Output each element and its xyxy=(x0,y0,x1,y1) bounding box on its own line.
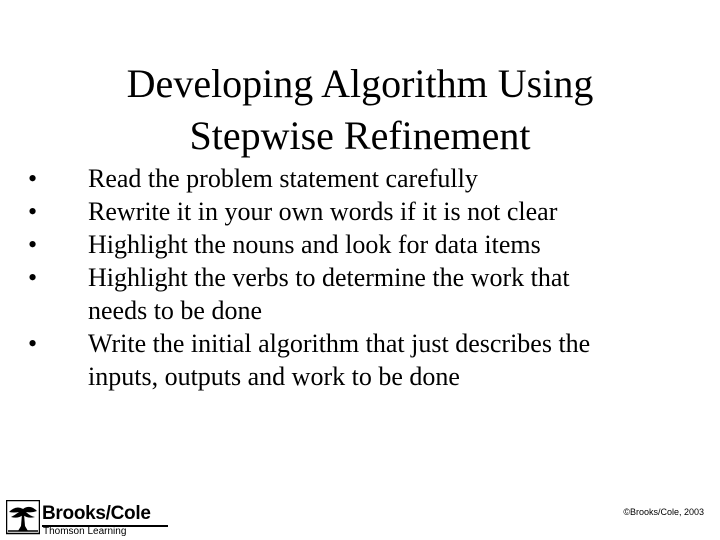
bullet-text: Write the initial algorithm that just describes the xyxy=(88,329,591,358)
bullet-text: Rewrite it in your own words if it is not clear xyxy=(88,197,558,226)
bullet-dot: • xyxy=(28,164,38,193)
bullet-item xyxy=(22,162,692,195)
logo-name: Brooks/Cole xyxy=(42,503,151,524)
bullet-text: Read the problem statement carefully xyxy=(88,164,478,193)
bullet-text-continuation: inputs, outputs and work to be done xyxy=(88,362,460,391)
bullet-text: Highlight the verbs to determine the work that xyxy=(88,263,570,292)
bullet-item xyxy=(22,228,692,261)
bullet-text: Highlight the nouns and look for data items xyxy=(88,230,541,259)
bullet-item xyxy=(22,327,692,393)
bullet-list xyxy=(22,162,692,393)
tree-icon xyxy=(6,500,40,536)
bullet-dot: • xyxy=(28,329,38,358)
bullet-text-continuation: needs to be done xyxy=(88,296,263,325)
copyright-notice: ©Brooks/Cole, 2003 xyxy=(623,507,704,517)
publisher-logo xyxy=(6,500,176,540)
bullet-dot: • xyxy=(28,197,38,226)
logo-subtitle: Thomson Learning xyxy=(43,526,127,537)
bullet-dot: • xyxy=(28,263,38,292)
slide-title-line-2: Stepwise Refinement xyxy=(189,113,531,158)
slide-title xyxy=(60,58,660,162)
slide-title-line-1: Developing Algorithm Using xyxy=(126,61,594,106)
bullet-item xyxy=(22,261,692,327)
bullet-dot: • xyxy=(28,230,38,259)
bullet-item xyxy=(22,195,692,228)
